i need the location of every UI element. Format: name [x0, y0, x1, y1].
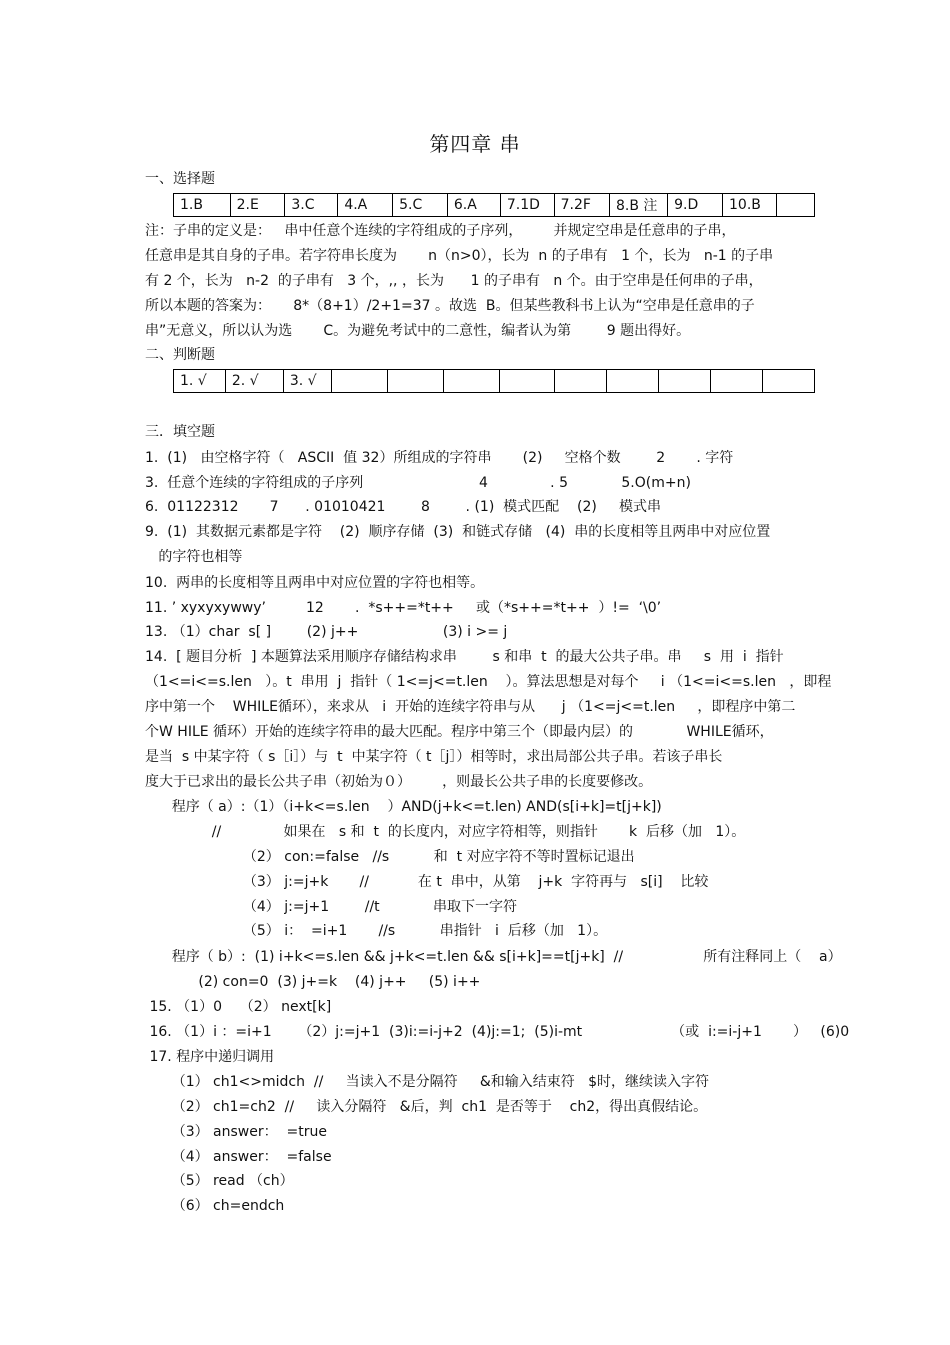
answer-cell: 1.B [174, 194, 231, 217]
answer-cell [555, 370, 607, 393]
fill-line: 程序（ a）:（1）（i+k<=s.len ）AND(j+k<=t.len) AND(s[i+k]=t[j+k]) [145, 799, 662, 815]
judge-answer-table [173, 369, 815, 393]
fill-line: （5） i： =i+1 //s 串指针 i 后移（加 1）。 [145, 923, 608, 939]
note-line: 注：子串的定义是： 串中任意个连续的字符组成的子序列， 并规定空串是任意串的子串， [145, 223, 736, 239]
answer-cell [711, 370, 763, 393]
answer-cell [776, 194, 814, 217]
answer-cell: 6.A [447, 194, 500, 217]
fill-line: 6. 01122312 7 . 01010421 8 . (1) 模式匹配 (2) 模式串 [145, 499, 662, 515]
answer-cell: 9.D [668, 194, 723, 217]
fill-line: （6） ch=endch [145, 1198, 285, 1214]
answer-cell [659, 370, 711, 393]
answer-cell: 4.A [338, 194, 393, 217]
answer-cell [499, 370, 555, 393]
fill-line: 17. 程序中递归调用 [145, 1049, 275, 1065]
answer-cell: 7.1D [500, 194, 554, 217]
answer-cell: 8.B 注 [610, 194, 668, 217]
fill-line: 11. ’ xyxyxywwy’ 12 . *s++=*t++ 或（*s++=*t++ ）!= ‘\0’ [145, 600, 662, 616]
fill-line: 13. （1）char s[ ] (2) j++ (3) i >= j [145, 624, 508, 640]
note-line: 有 2 个，长为 n-2 的子串有 3 个，,, ，长为 1 的子串有 n 个。由于空串是任何串的子串， [145, 273, 763, 289]
fill-line: // 如果在 s 和 t 的长度内，对应字符相等，则指针 k 后移（加 1）。 [145, 824, 746, 840]
answer-cell: 1. √ [174, 370, 226, 393]
fill-line: (2) con=0 (3) j+=k (4) j++ (5) i++ [145, 974, 481, 990]
fill-line: 的字符也相等 [145, 549, 243, 565]
answer-cell: 3.C [285, 194, 338, 217]
note-line: 所以本题的答案为： 8*（8+1）/2+1=37 。故选 B。但某些教科书上认为“空串是任意串的子 [145, 298, 755, 314]
answer-cell: 7.2F [554, 194, 609, 217]
fill-line: （2） ch1=ch2 // 读入分隔符 &后，判 ch1 是否等于 ch2，得出真假结论。 [145, 1099, 708, 1115]
answer-cell [331, 370, 387, 393]
fill-line: 10. 两串的长度相等且两串中对应位置的字符也相等。 [145, 575, 485, 591]
answer-cell [443, 370, 499, 393]
fill-line: 1. (1) 由空格字符（ ASCII 值 32）所组成的字符串 (2) 空格个数 2 . 字符 [145, 450, 734, 466]
fill-line: （5） read （ch） [145, 1173, 294, 1189]
fill-line: （2） con:=false //s 和 t 对应字符不等时置标记退出 [145, 849, 635, 865]
answer-cell: 5.C [393, 194, 448, 217]
page-title: 第四章 串 [429, 132, 521, 156]
fill-line: 是当 s 中某字符（ s［i］）与 t 中某字符（ t［j］）相等时，求出局部公共子串。若该子串长 [145, 749, 723, 765]
answer-cell [762, 370, 814, 393]
answer-cell: 3. √ [283, 370, 331, 393]
answer-cell: 2. √ [225, 370, 283, 393]
fill-line: （1<=i<=s.len ）。t 串用 j 指针（ 1<=j<=t.len ）。算法思想是对每个 i （1<=i<=s.len ，即程 [145, 674, 832, 690]
fill-line: （4） answer： =false [145, 1149, 332, 1165]
fill-line: （4） j:=j+1 //t 串取下一字符 [145, 899, 518, 915]
fill-line: 14. [ 题目分析 ] 本题算法采用顺序存储结构求串 s 和串 t 的最大公共子串。串 s 用 i 指针 [145, 649, 784, 665]
fill-line: （3） answer： =true [145, 1124, 327, 1140]
section3-heading: 三．填空题 [145, 424, 215, 440]
answer-cell [387, 370, 443, 393]
choice-answer-table [173, 193, 815, 217]
section1-heading: 一、选择题 [145, 171, 215, 187]
fill-line: 个W HILE 循环）开始的连续字符串的最大匹配。程序中第三个（即最内层）的 WHILE循环， [145, 724, 774, 740]
answer-cell: 10.B [723, 194, 777, 217]
fill-line: （3） j:=j+k // 在 t 串中，从第 j+k 字符再与 s[i] 比较 [145, 874, 709, 890]
section2-heading: 二、判断题 [145, 347, 215, 363]
answer-cell [607, 370, 659, 393]
fill-line: 9. (1) 其数据元素都是字符 (2) 顺序存储 (3) 和链式存储 (4) 串的长度相等且两串中对应位置 [145, 524, 771, 540]
note-line: 串”无意义，所以认为选 C。为避免考试中的二意性，编者认为第 9 题出得好。 [145, 323, 691, 339]
fill-line: 度大于已求出的最长公共子串（初始为０） ，则最长公共子串的长度要修改。 [145, 774, 653, 790]
fill-line: 3. 任意个连续的字符组成的子序列 4 . 5 5.O(m+n) [145, 475, 691, 491]
answer-cell: 2.E [230, 194, 285, 217]
fill-line: 程序（ b）: (1) i+k<=s.len && j+k<=t.len && s[i+k]==t[j+k] // 所有注释同上（ a） [145, 949, 842, 965]
fill-line: （1） ch1<>midch // 当读入不是分隔符 &和输入结束符 $时，继续读入字符 [145, 1074, 709, 1090]
fill-line: 16. （1）i ：=i+1 （2）j:=j+1 (3)i:=i-j+2 (4)j:=1; (5)i-mt （或 i:=i-j+1 ） (6)0 [145, 1024, 850, 1040]
fill-line: 15. （1）0 （2） next[k] [145, 999, 332, 1015]
fill-line: 序中第一个 WHILE循环），来求从 i 开始的连续字符串与从 j （1<=j<=t.len ，即程序中第二 [145, 699, 796, 715]
note-line: 任意串是其自身的子串。若字符串长度为 n（n>0），长为 n 的子串有 1 个，长为 n-1 的子串 [145, 248, 774, 264]
